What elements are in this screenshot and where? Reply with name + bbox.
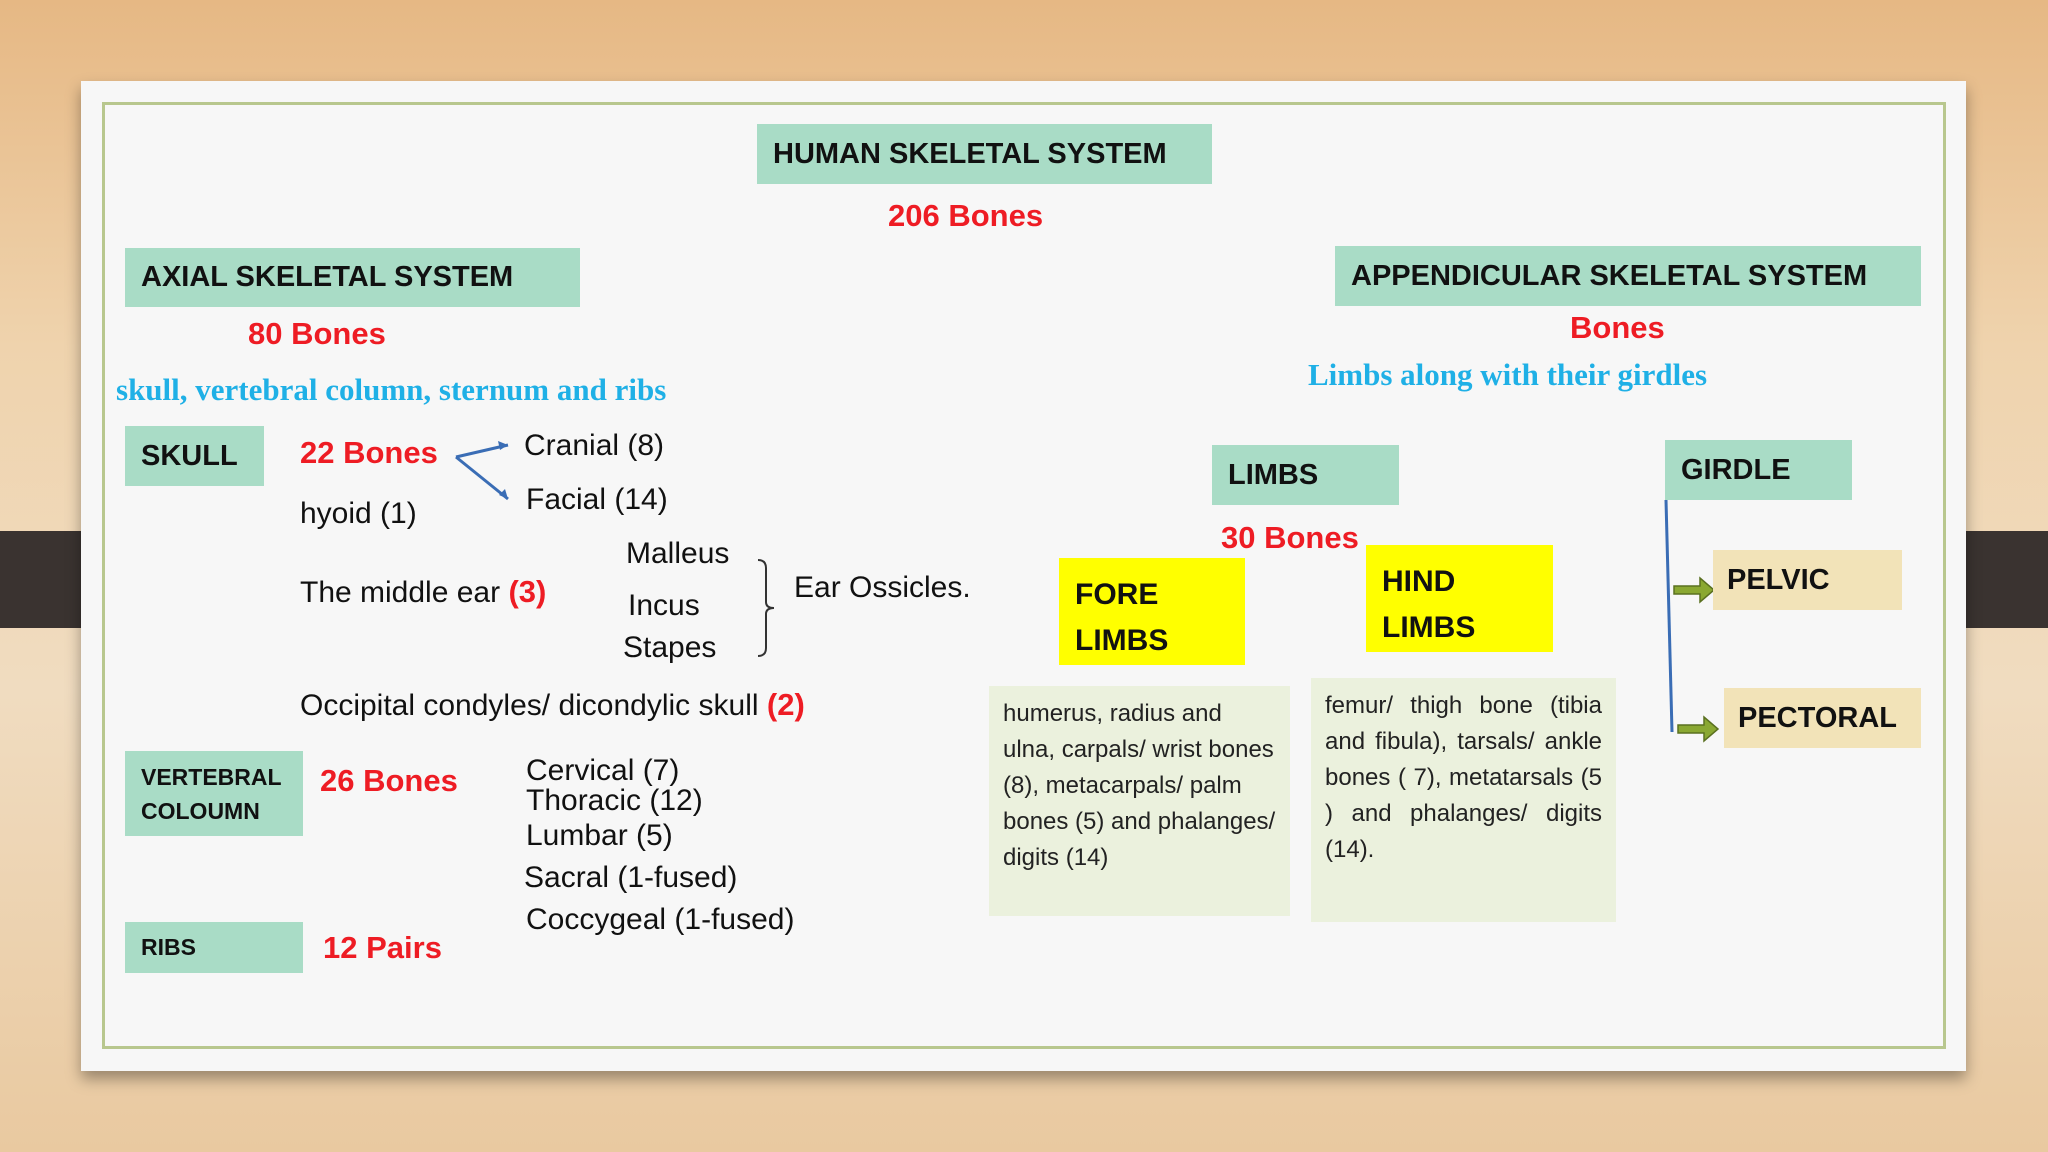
- hyoid: hyoid (1): [300, 497, 417, 530]
- vertebra-item: Thoracic (12): [526, 784, 703, 817]
- appendicular-count: Bones: [1570, 310, 1665, 345]
- vertebra-item: Sacral (1-fused): [524, 861, 738, 894]
- skull-box: [125, 426, 264, 486]
- ribs-count: 12 Pairs: [323, 930, 442, 965]
- ribs-box: [125, 922, 303, 973]
- axial-box: [125, 248, 580, 307]
- hind-limbs-desc: femur/ thigh bone (tibia and fibula), tarsals/ ankle bones ( 7), metatarsals (5 ) and phalanges/ digits (14).: [1311, 678, 1616, 922]
- limbs-count: 30 Bones: [1221, 520, 1359, 555]
- appendicular-box: [1335, 246, 1921, 306]
- fore-limbs-box: FORE LIMBS: [1059, 558, 1245, 665]
- title-box: [757, 124, 1212, 184]
- vertebra-item: Coccygeal (1-fused): [526, 903, 795, 936]
- skull-label: SKULL: [141, 439, 238, 472]
- incus: Incus: [628, 589, 700, 622]
- vertebral-count: 26 Bones: [320, 763, 458, 798]
- ear-ossicles: Ear Ossicles.: [794, 571, 971, 604]
- ribs-label: RIBS: [141, 934, 196, 960]
- girdle-label: GIRDLE: [1681, 453, 1791, 486]
- fore-limbs-desc: humerus, radius and ulna, carpals/ wrist bones (8), metacarpals/ palm bones (5) and phalanges/ digits (14): [989, 686, 1290, 916]
- hind-limbs-box: HIND LIMBS: [1366, 545, 1553, 652]
- limbs-box: [1212, 445, 1399, 505]
- vertebral-box: [125, 751, 303, 836]
- girdle-box: [1665, 440, 1852, 500]
- vertebra-item: Cervical (7): [526, 754, 680, 787]
- cranial: Cranial (8): [524, 429, 665, 462]
- title: HUMAN SKELETAL SYSTEM: [773, 137, 1167, 170]
- pectoral-label: PECTORAL: [1738, 701, 1897, 734]
- axial-count: 80 Bones: [248, 316, 386, 351]
- skull-count: 22 Bones: [300, 435, 438, 470]
- malleus: Malleus: [626, 537, 730, 570]
- appendicular-desc: Limbs along with their girdles: [1308, 357, 1708, 392]
- occipital: Occipital condyles/ dicondylic skull (2): [300, 687, 805, 722]
- pelvic-label: PELVIC: [1727, 563, 1830, 596]
- branch-arrows-icon: [452, 435, 520, 505]
- vertebra-item: Lumbar (5): [526, 819, 673, 852]
- vertebral-label-2: COLOUMN: [141, 797, 260, 824]
- limbs-label: LIMBS: [1228, 458, 1319, 491]
- vertebral-label: VERTEBRAL: [141, 763, 282, 790]
- girdle-connector-arrows-icon: [1660, 500, 1720, 750]
- facial: Facial (14): [526, 483, 668, 516]
- axial-desc: skull, vertebral column, sternum and ribs: [116, 372, 667, 407]
- bracket-icon: [756, 558, 780, 658]
- axial-label: AXIAL SKELETAL SYSTEM: [141, 261, 514, 293]
- total-bones: 206 Bones: [888, 198, 1044, 233]
- pelvic-box: [1713, 550, 1902, 610]
- pectoral-box: [1724, 688, 1921, 748]
- appendicular-label: APPENDICULAR SKELETAL SYSTEM: [1351, 259, 1868, 292]
- middle-ear: The middle ear (3): [300, 574, 547, 609]
- stapes: Stapes: [623, 631, 717, 664]
